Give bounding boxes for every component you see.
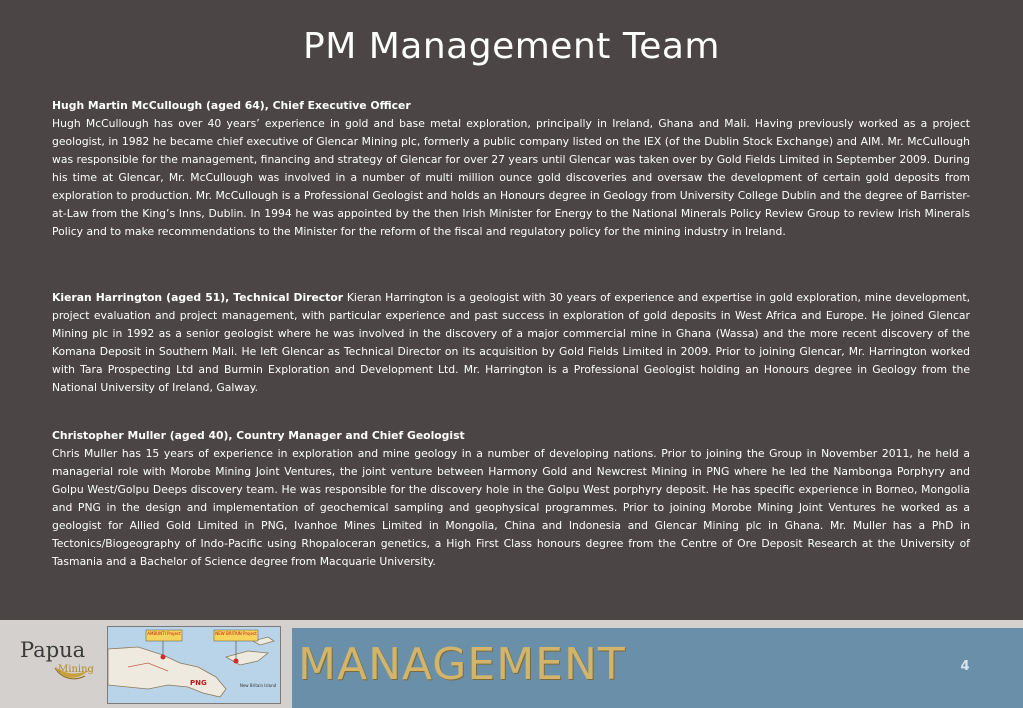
bio-text: Hugh McCullough has over 40 years’ experience in gold and base metal exploration, principally in Ireland, Ghana and Mali. Having previously worked as a project geologist, in 1982 he became chief executive of Glencar Mining plc, formerly a public company listed on the IEX (of the Dublin Stock Exchange) and AIM. Mr. McCullough was responsible for the management, financing and strategy of Glencar for over 27 years until Glencar was taken over by Gold Fields Limited in September 2009. During his time at Glencar, Mr. McCullough was involved in a number of multi million ounce gold discoveries and oversaw the development of certain gold deposits from exploration to production. Mr. McCullough is a Professional Geologist and holds an Honours degree in Geology from University College Dublin and the degree of Barrister-at-Law from the King’s Inns, Dublin. In 1994 he was appointed by the then Irish Minister for Energy to the National Minerals Policy Review Group to review Irish Minerals Policy and to make recommendations to the Minister for the reform of the fiscal and regulatory policy for the mining industry in Ireland. bbox=[52, 117, 970, 238]
bio-country-manager bbox=[52, 427, 970, 571]
png-map bbox=[107, 626, 281, 704]
bio-text: Chris Muller has 15 years of experience in exploration and mine geology in a number of developing nations. Prior to joining the Group in November 2011, he held a managerial role with Morobe Mining Joint Ventures, the joint venture between Harmony Gold and Newcrest Mining in PNG where he led the Nambonga Porphyry and Golpu West/Golpu Deeps discovery team. He was responsible for the discovery hole in the Golpu West porphyry deposit. He has specific experience in Borneo, Mongolia and PNG in the design and implementation of geochemical sampling and geophysical programmes. Prior to joining Morobe Mining Joint Ventures he worked as a geologist for Allied Gold Limited in PNG, Ivanhoe Mines Limited in Mongolia, China and Indonesia and Glencar Mining plc in Ghana. Mr. Muller has a PhD in Tectonics/Biogeography of Indo-Pacific using Rhopaloceran genetics, a High First Class honours degree from the Centre of Ore Deposit Research at the University of Tasmania and a Bachelor of Science degree from Macquarie University. bbox=[52, 447, 970, 568]
logo-wordmark: Papua bbox=[20, 638, 86, 662]
png-map-graphic bbox=[108, 627, 280, 703]
map-label-new-britain: NEW BRITAIN Project bbox=[215, 631, 257, 636]
logo-subtitle: Mining bbox=[58, 664, 94, 675]
bio-ceo bbox=[52, 97, 970, 241]
bio-heading: Kieran Harrington (aged 51), Technical Director bbox=[52, 291, 344, 304]
bio-text: Kieran Harrington is a geologist with 30 years of experience and expertise in gold exploration, mine development, project evaluation and project management, with particular experience and past success in exploration of gold deposits in West Africa and Europe. He joined Glencar Mining plc in 1992 as a senior geologist where he was involved in the discovery of a major commercial mine in Ghana (Wassa) and the more recent discovery of the Komana Deposit in Southern Mali. He left Glencar as Technical Director on its acquisition by Gold Fields Limited in 2009. Prior to joining Glencar, Mr. Harrington worked with Tara Prospecting Ltd and Burmin Exploration and Development Ltd. Mr. Harrington is a Professional Geologist holding an Honours degree in Geology from the National University of Ireland, Galway. bbox=[52, 291, 970, 394]
bio-technical-director bbox=[52, 289, 970, 397]
bio-heading: Christopher Muller (aged 40), Country Manager and Chief Geologist bbox=[52, 429, 465, 442]
page-title: PM Management Team bbox=[303, 26, 720, 67]
map-label-island: New Britain Island bbox=[239, 683, 277, 688]
page-number: 4 bbox=[960, 659, 970, 674]
bio-heading: Hugh Martin McCullough (aged 64), Chief Executive Officer bbox=[52, 99, 411, 112]
section-banner-title: MANAGEMENT bbox=[298, 639, 626, 690]
map-label-png: PNG bbox=[190, 679, 207, 687]
map-label-ambunti: AMBUNTI Project bbox=[147, 631, 181, 636]
